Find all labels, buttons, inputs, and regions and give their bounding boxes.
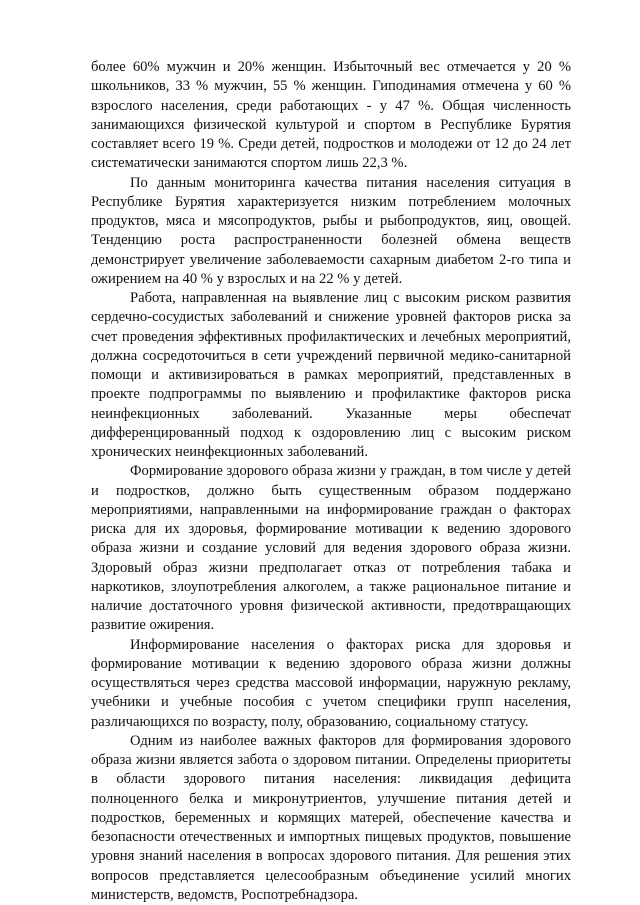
document-page bbox=[91, 58, 571, 905]
paragraph-3: Работа, направленная на выявление лиц с высоким риском развития сердечно-сосудистых заболеваний и снижение уровней факторов риска за счет проведения эффективных профилактических и лечебных мероприятий, должна сосредоточиться в сети учреждений первичной медико-санитарной помощи и активизироваться в рамках мероприятий, представленных в проекте подпрограммы по выявлению и профилактике факторов риска неинфекционных заболеваний. Указанные меры обеспечат дифференцированный подход к оздоровлению лиц с высоким риском хронических неинфекционных заболеваний. bbox=[91, 290, 571, 460]
paragraph-4: Формирование здорового образа жизни у граждан, в том числе у детей и подростков, должно быть существенным образом поддержано мероприятиями, направленными на информирование граждан о факторах риска для их здоровья, формирование мотивации к ведению здорового образа жизни и создание условий для ведения здорового образа жизни. Здоровый образ жизни предполагает отказ от потребления табака и наркотиков, злоупотребления алкоголем, а также рациональное питание и наличие достаточного уровня физической активности, предотвращающих развитие ожирения. bbox=[91, 463, 571, 634]
paragraph-6: Одним из наиболее важных факторов для формирования здорового образа жизни является забота о здоровом питании. Определены приоритеты в области здорового питания населения: ликвидация дефицита полноценного белка и микронутриентов, улучшение питания детей и подростков, беременных и кормящих матерей, обеспечение качества и безопасности отечественных и импортных пищевых продуктов, повышение уровня знаний населения в вопросах здорового питания. Для решения этих вопросов представляется целесообразным объединение усилий многих министерств, ведомств, Роспотребнадзора. bbox=[91, 732, 571, 903]
paragraph-2: По данным мониторинга качества питания населения ситуация в Республике Бурятия характеризуется низким потреблением молочных продуктов, мяса и мясопродуктов, рыбы и рыбопродуктов, яиц, овощей. Тенденцию роста распространенности болезней обмена веществ демонстрирует увеличение заболеваемости сахарным диабетом 2-го типа и ожирением на 40 % у взрослых и на 22 % у детей. bbox=[91, 174, 571, 287]
paragraph-5: Информирование населения о факторах риска для здоровья и формирование мотивации к ведению здорового образа жизни должны осуществляться через средства массовой информации, наружную рекламу, учебники и учебные пособия с учетом специфики групп населения, различающихся по возрасту, полу, образованию, социальному статусу. bbox=[91, 636, 571, 730]
paragraph-1: более 60% мужчин и 20% женщин. Избыточный вес отмечается у 20 % школьников, 33 % мужчин, 55 % женщин. Гиподинамия отмечена у 60 % взрослого населения, среди работающих - у 47 %. Общая численность занимающихся физической культурой и спортом в Республике Бурятия составляет всего 19 %. Среди детей, подростков и молодежи от 12 до 24 лет систематически занимаются спортом лишь 22,3 %. bbox=[91, 59, 571, 172]
